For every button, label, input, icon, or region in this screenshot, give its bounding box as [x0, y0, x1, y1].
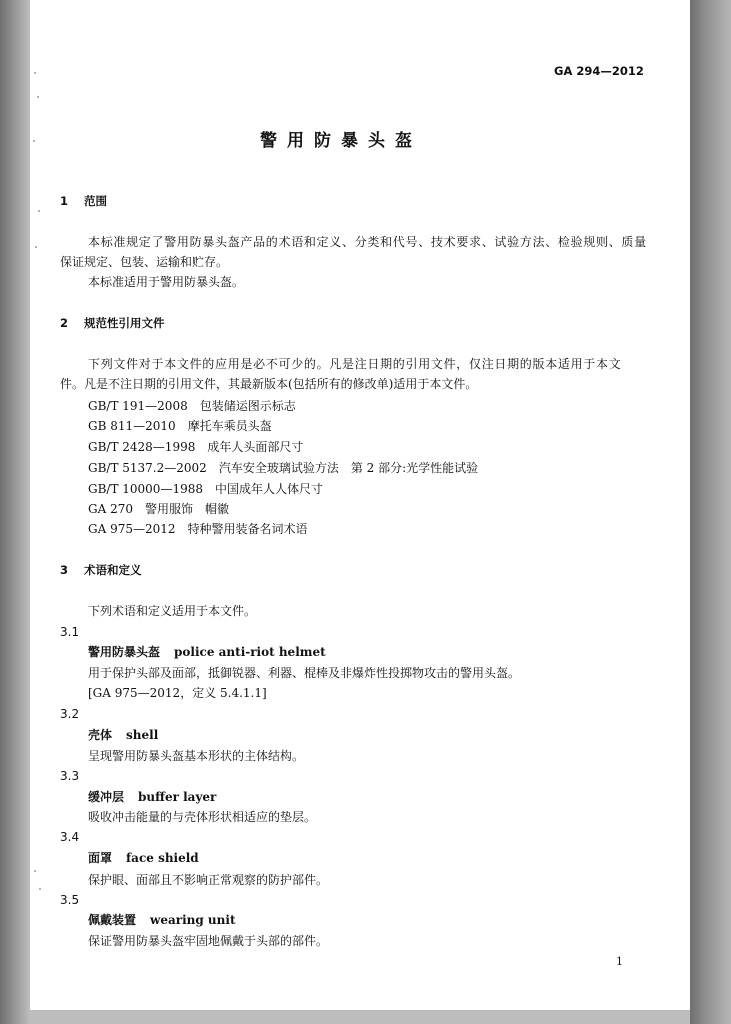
term-heading	[88, 645, 326, 659]
term-definition: 保证警用防暴头盔牢固地佩戴于头部的部件。	[88, 934, 329, 948]
term-chinese: 佩戴装置	[88, 913, 137, 927]
term-number: 3.5	[60, 893, 80, 907]
term-number: 3.3	[60, 769, 80, 783]
term-number: 3.1	[60, 625, 80, 639]
term-definition: 吸收冲击能量的与壳体形状相适应的垫层。	[88, 810, 317, 824]
term-definition: 呈现警用防暴头盔基本形状的主体结构。	[88, 749, 305, 763]
paragraph-line: 本标准适用于警用防暴头盔。	[88, 275, 245, 289]
reference-code: GB/T 5137.2—2002	[88, 461, 207, 475]
page-number: 1	[616, 955, 623, 968]
term-english: shell	[126, 728, 159, 742]
term-english: police anti-riot helmet	[174, 645, 326, 659]
term-heading	[88, 913, 235, 927]
scan-speck	[33, 140, 35, 142]
term-number: 3.2	[60, 707, 80, 721]
reference-title: 中国成年人人体尺寸	[215, 482, 324, 496]
reference-code: GB 811—2010	[88, 419, 176, 433]
term-chinese: 缓冲层	[88, 790, 125, 804]
scan-background-right	[690, 0, 731, 1024]
reference-title: 汽车安全玻璃试验方法 第 2 部分:光学性能试验	[218, 461, 479, 475]
reference-code: GA 270	[88, 502, 133, 516]
section-number: 3	[60, 563, 69, 577]
reference-title: 包装储运图示标志	[199, 399, 296, 413]
reference-code: GB/T 2428—1998	[88, 440, 196, 454]
reference-item	[88, 419, 272, 433]
reference-code: GA 975—2012	[88, 522, 176, 536]
scan-speck	[35, 246, 37, 248]
reference-item	[88, 522, 308, 536]
term-english: buffer layer	[138, 790, 217, 804]
scan-speck	[37, 96, 39, 98]
document-title: 警用防暴头盔	[260, 131, 422, 151]
paragraph-line: 下列文件对于本文件的应用是必不可少的。凡是注日期的引用文件，仅注日期的版本适用于本文	[88, 357, 622, 371]
standard-number: GA 294—2012	[554, 64, 644, 78]
section-title: 范围	[84, 194, 107, 208]
reference-item	[88, 399, 296, 413]
section-title: 规范性引用文件	[84, 316, 165, 330]
term-definition: 用于保护头部及面部，抵御锐器、利器、棍棒及非爆炸性投掷物攻击的警用头盔。	[88, 666, 521, 680]
reference-item	[88, 482, 323, 496]
term-chinese: 面罩	[88, 851, 113, 865]
term-english: face shield	[126, 851, 199, 865]
paragraph-line: 下列术语和定义适用于本文件。	[88, 604, 257, 618]
term-heading	[88, 790, 216, 804]
reference-title: 摩托车乘员头盔	[187, 419, 272, 433]
term-definition: 保护眼、面部且不影响正常观察的防护部件。	[88, 873, 329, 887]
paragraph-line: 本标准规定了警用防暴头盔产品的术语和定义、分类和代号、技术要求、试验方法、检验规则、质量	[88, 235, 647, 249]
term-source: [GA 975—2012，定义 5.4.1.1]	[88, 686, 267, 700]
reference-item	[88, 502, 229, 516]
term-heading	[88, 851, 199, 865]
reference-code: GB/T 10000—1988	[88, 482, 203, 496]
section-heading-2	[60, 316, 165, 330]
reference-title: 警用服饰 帽徽	[145, 502, 230, 516]
reference-code: GB/T 191—2008	[88, 399, 188, 413]
scan-speck	[39, 888, 41, 890]
term-english: wearing unit	[150, 913, 236, 927]
section-number: 1	[60, 194, 69, 208]
reference-title: 成年人头面部尺寸	[207, 440, 304, 454]
section-heading-3	[60, 563, 142, 577]
term-number: 3.4	[60, 830, 80, 844]
paragraph-line: 件。凡是不注日期的引用文件，其最新版本(包括所有的修改单)适用于本文件。	[60, 377, 478, 391]
scan-speck	[38, 210, 40, 212]
term-heading	[88, 728, 158, 742]
paragraph-line: 保证规定、包装、运输和贮存。	[60, 255, 229, 269]
term-chinese: 壳体	[88, 728, 113, 742]
section-title: 术语和定义	[84, 563, 142, 577]
section-heading-1	[60, 194, 107, 208]
scan-speck	[34, 72, 36, 74]
reference-item	[88, 461, 478, 475]
document-page	[30, 0, 690, 1010]
scan-speck	[34, 870, 36, 872]
section-number: 2	[60, 316, 69, 330]
term-chinese: 警用防暴头盔	[88, 645, 161, 659]
reference-title: 特种警用装备名词术语	[187, 522, 308, 536]
reference-item	[88, 440, 303, 454]
